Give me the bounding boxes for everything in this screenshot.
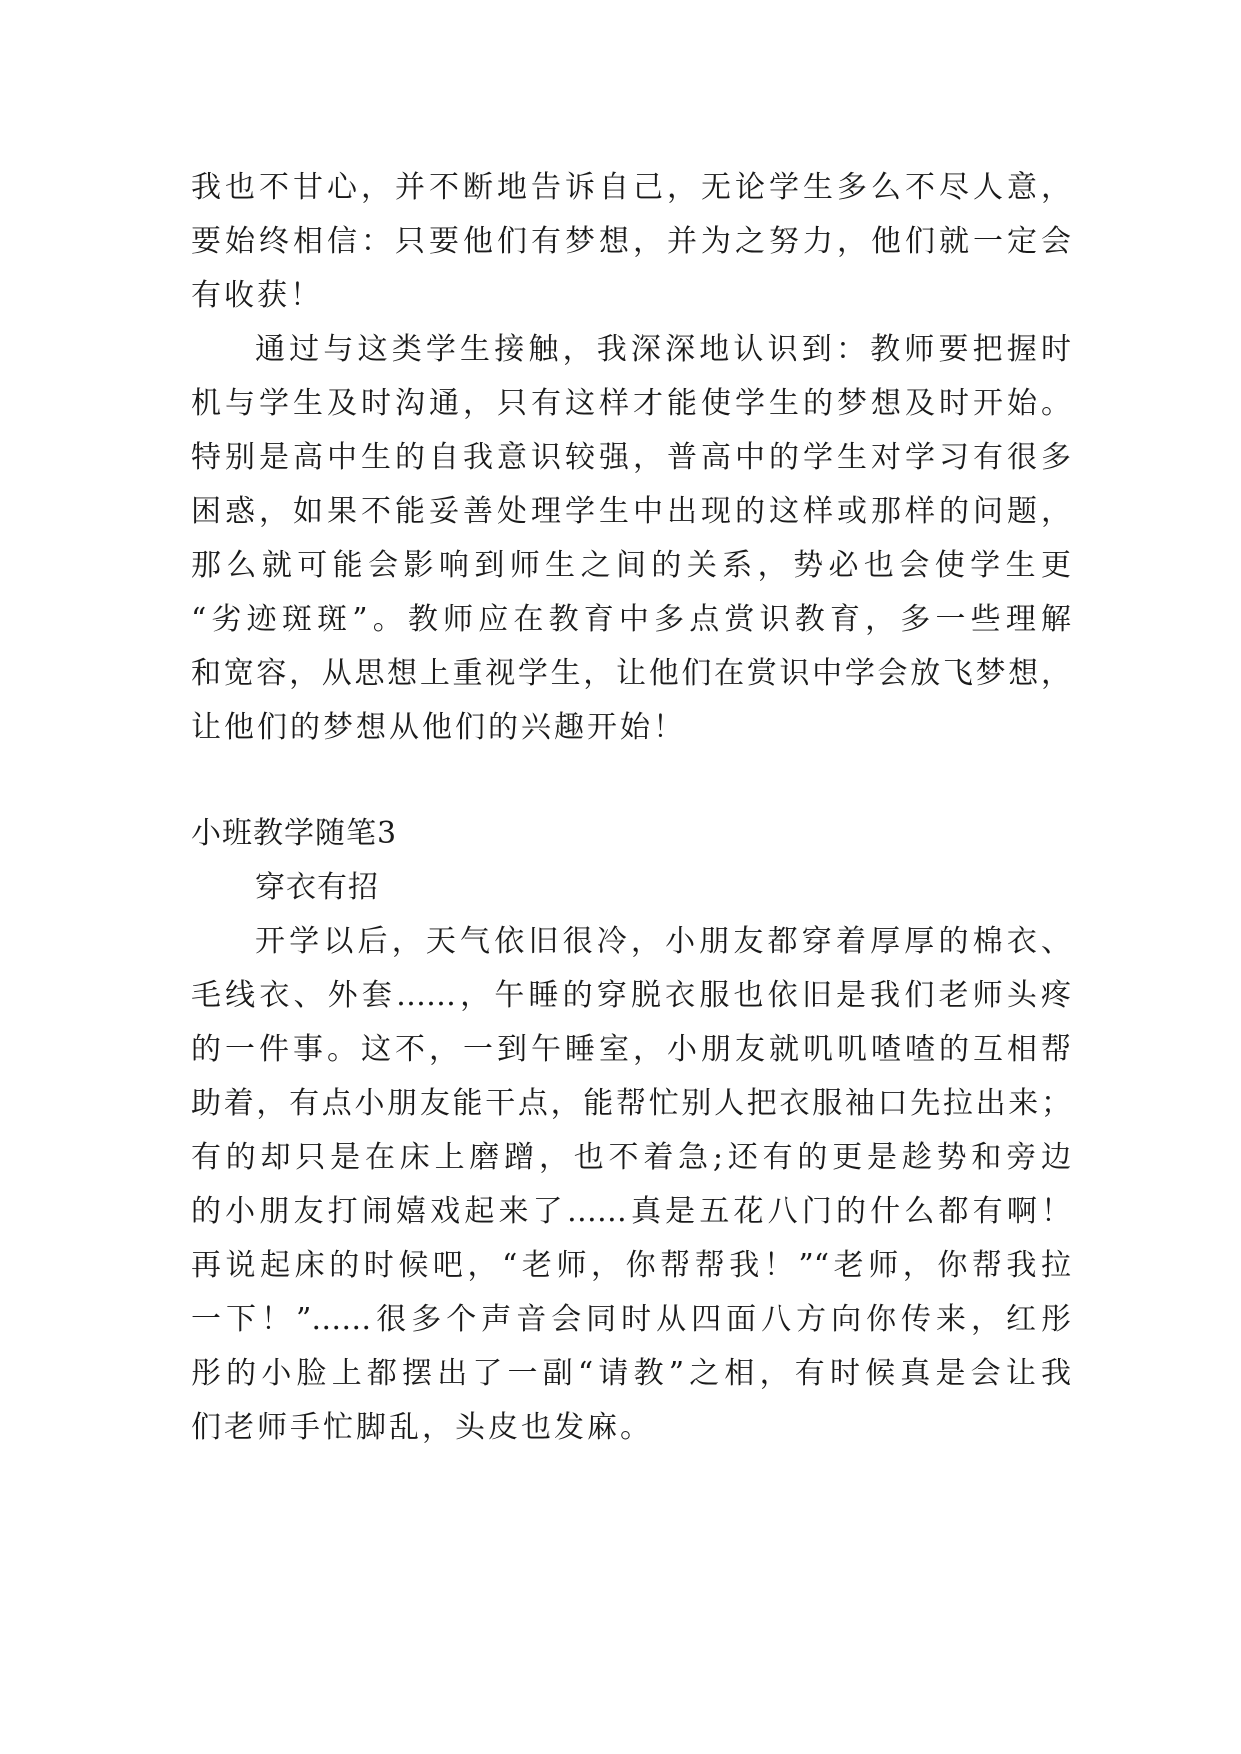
text-line: 困惑，如果不能妥善处理学生中出现的这样或那样的问题， bbox=[191, 494, 1071, 529]
text-line: 的小朋友打闹嬉戏起来了……真是五花八门的什么都有啊！ bbox=[191, 1194, 1071, 1229]
text-line: 助着，有点小朋友能干点，能帮忙别人把衣服袖口先拉出来； bbox=[191, 1086, 1071, 1121]
text-line: 们老师手忙脚乱，头皮也发麻。 bbox=[191, 1410, 653, 1445]
text-line: 要始终相信：只要他们有梦想，并为之努力，他们就一定会 bbox=[191, 224, 1071, 259]
section-title: 小班教学随笔3 bbox=[191, 816, 398, 851]
text-line: 有收获！ bbox=[191, 278, 323, 313]
text-line: 一下！”……很多个声音会同时从四面八方向你传来，红彤 bbox=[191, 1302, 1071, 1337]
text-line: 那么就可能会影响到师生之间的关系，势必也会使学生更 bbox=[191, 548, 1071, 583]
text-line: 开学以后，天气依旧很冷，小朋友都穿着厚厚的棉衣、 bbox=[255, 924, 1071, 959]
text-line: 有的却只是在床上磨蹭，也不着急;还有的更是趁势和旁边 bbox=[191, 1140, 1071, 1175]
text-line: 毛线衣、外套……，午睡的穿脱衣服也依旧是我们老师头疼 bbox=[191, 978, 1071, 1013]
text-line: 我也不甘心，并不断地告诉自己，无论学生多么不尽人意， bbox=[191, 170, 1071, 205]
text-line: 机与学生及时沟通，只有这样才能使学生的梦想及时开始。 bbox=[191, 386, 1071, 421]
text-line: 彤的小脸上都摆出了一副“请教”之相，有时候真是会让我 bbox=[191, 1356, 1071, 1391]
text-line: 再说起床的时候吧，“老师，你帮帮我！”“老师，你帮我拉 bbox=[191, 1248, 1071, 1283]
subtitle: 穿衣有招 bbox=[255, 870, 379, 905]
text-line: 特别是高中生的自我意识较强，普高中的学生对学习有很多 bbox=[191, 440, 1071, 475]
text-line: 和宽容，从思想上重视学生，让他们在赏识中学会放飞梦想， bbox=[191, 656, 1071, 691]
text-line: “劣迹斑斑”。教师应在教育中多点赏识教育，多一些理解 bbox=[191, 602, 1071, 637]
text-line: 通过与这类学生接触，我深深地认识到：教师要把握时 bbox=[255, 332, 1071, 367]
text-line: 让他们的梦想从他们的兴趣开始！ bbox=[191, 710, 686, 745]
text-line: 的一件事。这不，一到午睡室，小朋友就叽叽喳喳的互相帮 bbox=[191, 1032, 1071, 1067]
